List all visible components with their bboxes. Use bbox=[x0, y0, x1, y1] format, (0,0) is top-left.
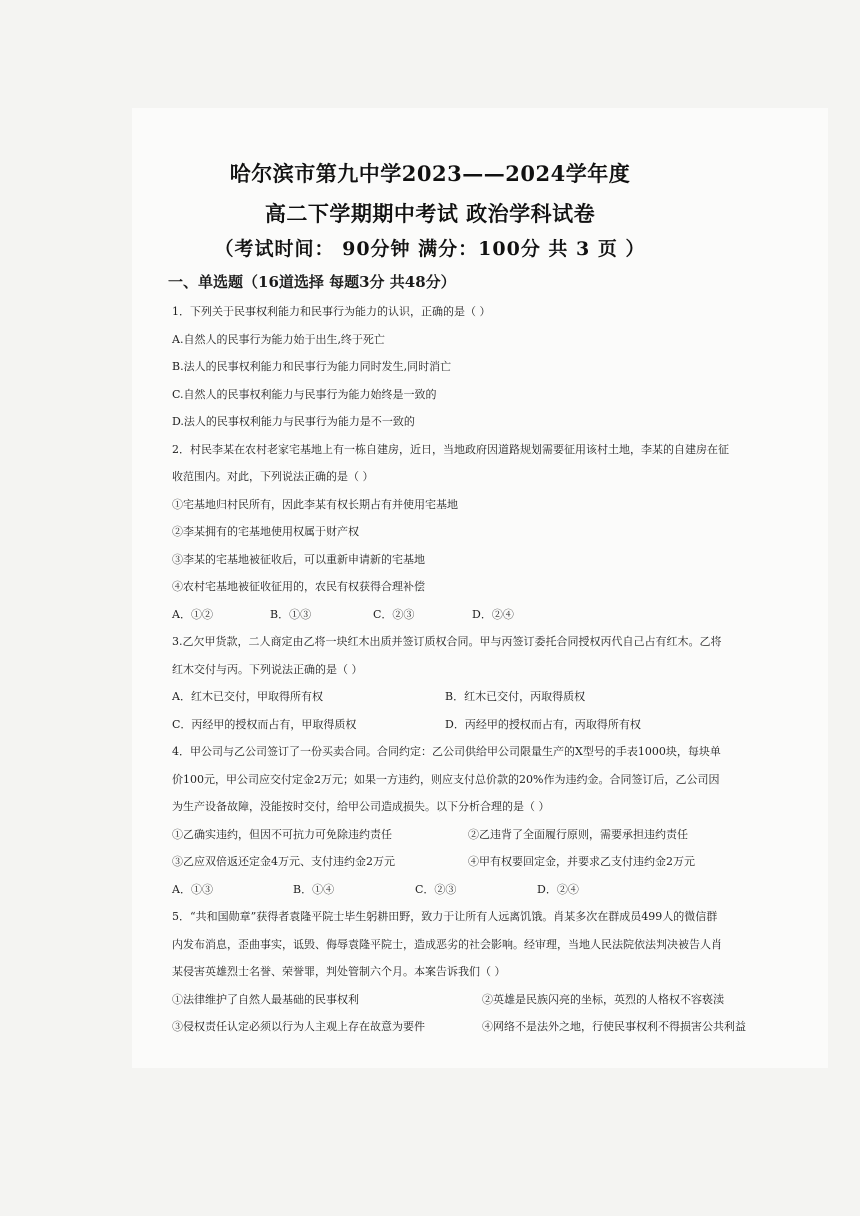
exam-title-school: 哈尔滨市第九中学2023——2024学年度 bbox=[229, 161, 631, 186]
q4-stem-line2: 价100元，甲公司应交付定金2万元；如果一方违约，则应支付总价款的20%作为违约金。合同签订后，乙公司因 bbox=[172, 773, 720, 786]
q2-option-a: A．①② bbox=[172, 608, 213, 621]
exam-info: （考试时间： 90分钟 满分：100分 共 3 页 ） bbox=[214, 238, 646, 260]
q5-statement-1: ①法律维护了自然人最基础的民事权利 bbox=[172, 993, 359, 1006]
q4-option-c: C．②③ bbox=[415, 883, 457, 896]
q4-statement-2: ②乙违背了全面履行原则，需要承担违约责任 bbox=[468, 828, 688, 841]
q3-stem-line2: 红木交付与丙。下列说法正确的是（ ） bbox=[172, 663, 363, 676]
q3-stem-line1: 3.乙欠甲货款，二人商定由乙将一块红木出质并签订质权合同。甲与丙签订委托合同授权丙代自己占有红木。乙将 bbox=[172, 635, 722, 648]
q1-stem: 1．下列关于民事权利能力和民事行为能力的认识，正确的是（ ） bbox=[172, 305, 491, 318]
q5-stem-line3: 某侵害英雄烈士名誉、荣誉罪，判处管制六个月。本案告诉我们（ ） bbox=[172, 965, 506, 978]
q1-option-c: C.自然人的民事权利能力与民事行为能力始终是一致的 bbox=[172, 388, 437, 401]
q4-statement-3: ③乙应双倍返还定金4万元、支付违约金2万元 bbox=[172, 855, 395, 868]
q4-option-b: B．①④ bbox=[293, 883, 335, 896]
q4-stem-line1: 4．甲公司与乙公司签订了一份买卖合同。合同约定：乙公司供给甲公司限量生产的X型号的手表1000块，每块单 bbox=[172, 745, 721, 758]
q2-statement-1: ①宅基地归村民所有，因此李某有权长期占有并使用宅基地 bbox=[172, 498, 458, 511]
section-heading: 一、单选题（16道选择 每题3分 共48分） bbox=[168, 273, 456, 291]
q3-option-d: D．丙经甲的授权而占有，丙取得所有权 bbox=[445, 718, 641, 731]
q2-stem-line1: 2．村民李某在农村老家宅基地上有一栋自建房，近日，当地政府因道路规划需要征用该村土地，李某的自建房在征 bbox=[172, 443, 729, 456]
q2-option-d: D．②④ bbox=[472, 608, 514, 621]
q5-statement-4: ④网络不是法外之地，行使民事权利不得损害公共利益 bbox=[482, 1020, 746, 1033]
q5-stem-line2: 内发布消息，歪曲事实，诋毁、侮辱袁隆平院士，造成恶劣的社会影响。经审理，当地人民法院依法判决被告人肖 bbox=[172, 938, 722, 951]
q4-option-a: A．①③ bbox=[172, 883, 213, 896]
q3-option-a: A．红木已交付，甲取得所有权 bbox=[172, 690, 323, 703]
q2-statement-4: ④农村宅基地被征收征用的，农民有权获得合理补偿 bbox=[172, 580, 425, 593]
q5-statement-3: ③侵权责任认定必须以行为人主观上存在故意为要件 bbox=[172, 1020, 425, 1033]
q3-option-c: C．丙经甲的授权而占有，甲取得质权 bbox=[172, 718, 357, 731]
q1-option-d: D.法人的民事权利能力与民事行为能力是不一致的 bbox=[172, 415, 415, 428]
q1-option-b: B.法人的民事权利能力和民事行为能力同时发生,同时消亡 bbox=[172, 360, 452, 373]
q2-stem-line2: 收范围内。对此，下列说法正确的是（ ） bbox=[172, 470, 374, 483]
q2-statement-2: ②李某拥有的宅基地使用权属于财产权 bbox=[172, 525, 359, 538]
q2-option-c: C．②③ bbox=[373, 608, 415, 621]
q5-stem-line1: 5．“共和国勋章”获得者袁隆平院士毕生躬耕田野，致力于让所有人远离饥饿。肖某多次在群成员499人的微信群 bbox=[172, 910, 718, 923]
q2-statement-3: ③李某的宅基地被征收后，可以重新申请新的宅基地 bbox=[172, 553, 425, 566]
q4-option-d: D．②④ bbox=[537, 883, 579, 896]
exam-title-subject: 高二下学期期中考试 政治学科试卷 bbox=[264, 201, 596, 226]
q4-stem-line3: 为生产设备故障，没能按时交付，给甲公司造成损失。以下分析合理的是（ ） bbox=[172, 800, 550, 813]
q4-statement-4: ④甲有权要回定金，并要求乙支付违约金2万元 bbox=[468, 855, 695, 868]
q5-statement-2: ②英雄是民族闪亮的坐标，英烈的人格权不容亵渎 bbox=[482, 993, 724, 1006]
q4-statement-1: ①乙确实违约，但因不可抗力可免除违约责任 bbox=[172, 828, 392, 841]
q3-option-b: B．红木已交付，丙取得质权 bbox=[445, 690, 586, 703]
q1-option-a: A.自然人的民事行为能力始于出生,终于死亡 bbox=[172, 333, 385, 346]
q2-option-b: B．①③ bbox=[270, 608, 312, 621]
